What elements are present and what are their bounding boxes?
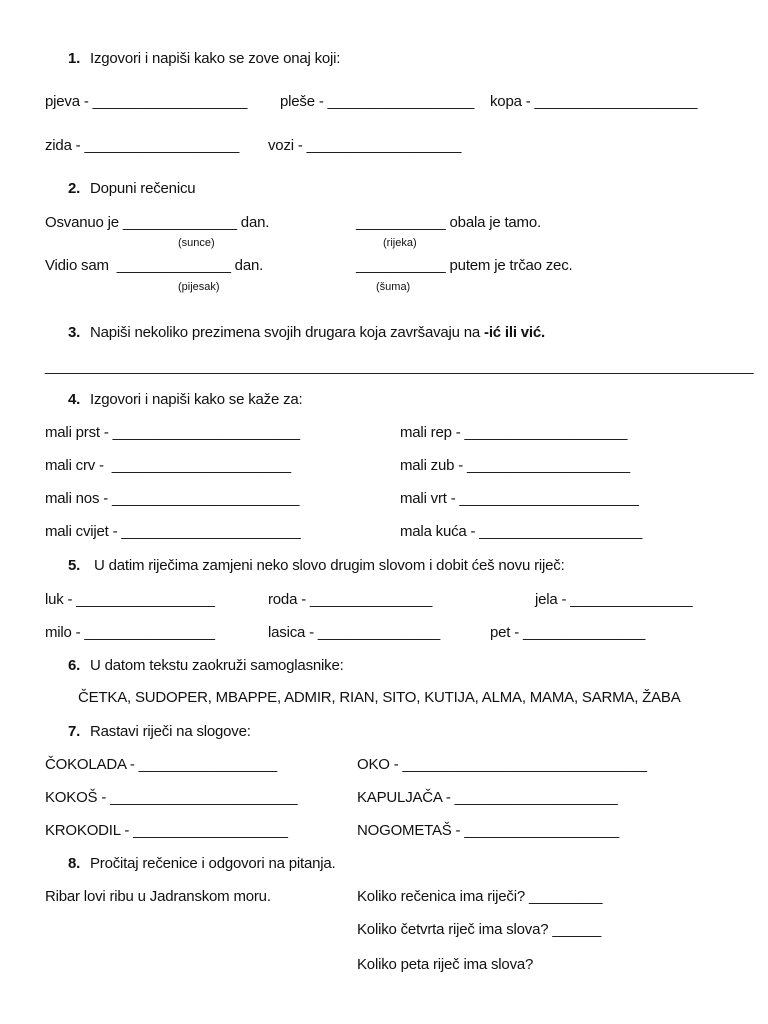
sentence-obala[interactable]: ___________ obala je tamo. <box>356 214 541 231</box>
section-number: 6. <box>68 657 81 674</box>
task-milo[interactable]: milo - ________________ <box>45 624 215 641</box>
task-luk[interactable]: luk - _________________ <box>45 591 215 608</box>
section-6-heading <box>68 657 344 675</box>
section-5-heading <box>68 557 565 575</box>
section-number: 1. <box>68 50 81 67</box>
heading-text: Izgovori i napiši kako se kaže za: <box>90 391 303 408</box>
task-nogometas[interactable]: NOGOMETAŠ - ___________________ <box>357 822 620 839</box>
task-kopa[interactable]: kopa - ____________________ <box>490 93 698 110</box>
task-mali-rep[interactable]: mali rep - ____________________ <box>400 424 628 441</box>
question-2[interactable]: Koliko četvrta riječ ima slova? ______ <box>357 921 602 938</box>
heading-text: U datom tekstu zaokruži samoglasnike: <box>90 657 344 674</box>
section-8-heading <box>68 855 335 873</box>
task-krokodil[interactable]: KROKODIL - ___________________ <box>45 822 288 839</box>
task-mali-vrt[interactable]: mali vrt - ______________________ <box>400 490 639 507</box>
hint-suma: (šuma) <box>376 281 411 293</box>
section-number: 4. <box>68 391 81 408</box>
task-pjeva[interactable]: pjeva - ___________________ <box>45 93 248 110</box>
task-mala-kuca[interactable]: mala kuća - ____________________ <box>400 523 643 540</box>
sentence-vidio[interactable]: Vidio sam ______________ dan. <box>45 257 264 274</box>
reading-sentence: Ribar lovi ribu u Jadranskom moru. <box>45 888 271 905</box>
section-2-heading <box>68 180 195 198</box>
task-cokolada[interactable]: ČOKOLADA - _________________ <box>45 756 278 773</box>
hint-pijesak: (pijesak) <box>178 281 220 293</box>
question-3[interactable]: Koliko peta riječ ima slova? <box>357 956 534 973</box>
task-mali-prst[interactable]: mali prst - _______________________ <box>45 424 300 441</box>
task-vozi[interactable]: vozi - ___________________ <box>268 137 462 154</box>
section-number: 2. <box>68 180 81 197</box>
heading-emphasis: -ić ili vić. <box>484 324 546 341</box>
words-to-circle[interactable]: ČETKA, SUDOPER, MBAPPE, ADMIR, RIAN, SITO, KUTIJA, ALMA, MAMA, SARMA, ŽABA <box>78 689 681 706</box>
section-7-heading <box>68 723 251 741</box>
task-oko[interactable]: OKO - ______________________________ <box>357 756 647 773</box>
task-pet[interactable]: pet - _______________ <box>490 624 646 641</box>
question-1[interactable]: Koliko rečenica ima riječi? _________ <box>357 888 603 905</box>
heading-text: Pročitaj rečenice i odgovori na pitanja. <box>90 855 336 872</box>
task-mali-nos[interactable]: mali nos - _______________________ <box>45 490 300 507</box>
section-4-heading <box>68 391 302 409</box>
task-kokos[interactable]: KOKOŠ - _______________________ <box>45 789 298 806</box>
section-number: 5. <box>68 557 81 574</box>
task-jela[interactable]: jela - _______________ <box>535 591 693 608</box>
task-lasica[interactable]: lasica - _______________ <box>268 624 441 641</box>
task-zida[interactable]: zida - ___________________ <box>45 137 240 154</box>
answer-line[interactable]: _______________________________________________________________________________________ <box>45 358 754 375</box>
section-number: 3. <box>68 324 81 341</box>
task-roda[interactable]: roda - _______________ <box>268 591 433 608</box>
hint-rijeka: (rijeka) <box>383 237 417 249</box>
heading-text: U datim riječima zamjeni neko slovo drugim slovom i dobit ćeš novu riječ: <box>90 557 565 574</box>
section-number: 8. <box>68 855 81 872</box>
heading-text: Napiši nekoliko prezimena svojih drugara koja završavaju na <box>90 324 485 341</box>
task-mali-crv[interactable]: mali crv - ______________________ <box>45 457 291 474</box>
heading-text: Dopuni rečenicu <box>90 180 196 197</box>
sentence-osvanuo[interactable]: Osvanuo je ______________ dan. <box>45 214 270 231</box>
heading-text: Izgovori i napiši kako se zove onaj koji: <box>90 50 341 67</box>
section-3-heading <box>68 324 545 342</box>
section-1-heading <box>68 50 340 68</box>
task-plese[interactable]: pleše - __________________ <box>280 93 475 110</box>
task-kapuljaca[interactable]: KAPULJAČA - ____________________ <box>357 789 618 806</box>
section-number: 7. <box>68 723 81 740</box>
hint-sunce: (sunce) <box>178 237 215 249</box>
task-mali-cvijet[interactable]: mali cvijet - ______________________ <box>45 523 301 540</box>
task-mali-zub[interactable]: mali zub - ____________________ <box>400 457 630 474</box>
heading-text: Rastavi riječi na slogove: <box>90 723 251 740</box>
sentence-putem[interactable]: ___________ putem je trčao zec. <box>356 257 573 274</box>
